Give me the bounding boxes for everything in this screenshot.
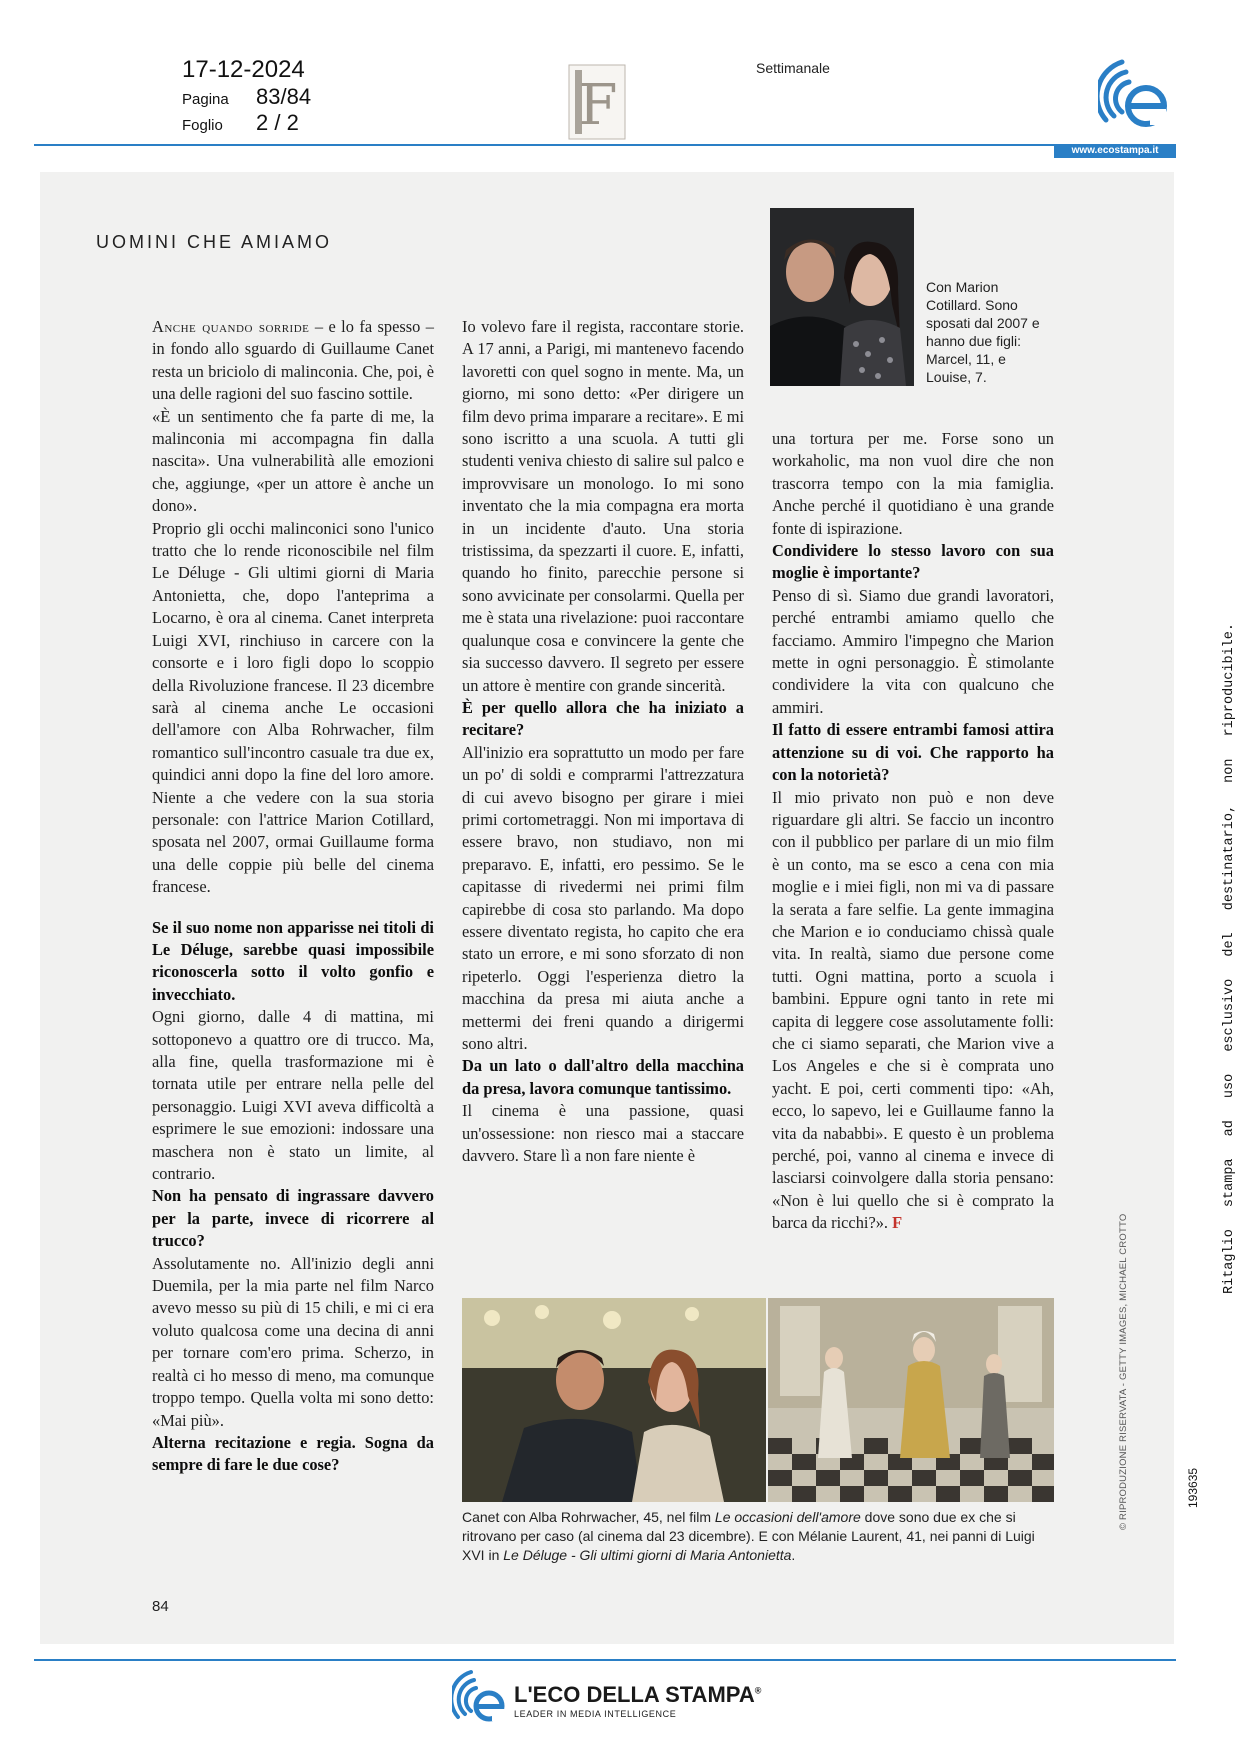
footer-brand-text: L'ECO DELLA STAMPA — [514, 1682, 755, 1707]
header-divider — [34, 144, 1176, 146]
footer-divider — [34, 1659, 1176, 1661]
interview-question: Alterna recitazione e regia. Sogna da sempre di fare le due cose? — [152, 1432, 434, 1475]
caption-bottom-film-1: Le occasioni dell'amore — [714, 1509, 861, 1525]
article-paragraph — [772, 585, 1054, 719]
caption-bottom-text-1: Canet con Alba Rohrwacher, 45, nel film — [462, 1509, 715, 1525]
pagina-value: 83/84 — [256, 84, 312, 109]
interview-question: Da un lato o dall'altro della macchina da presa, lavora comunque tantissimo. — [462, 1056, 744, 1098]
footer-tagline: LEADER IN MEDIA INTELLIGENCE — [514, 1709, 677, 1719]
footer-brand-name — [514, 1682, 761, 1708]
interview-question: È per quello allora che ha iniziato a recitare? — [462, 697, 744, 740]
article-paragraph — [152, 1006, 434, 1185]
article-paragraph — [152, 1253, 434, 1432]
paragraph-text: Io volevo fare il regista, raccontare storie. A 17 anni, a Parigi, mi mantenevo facendo lavoretti con quel sogno in mente. Ma, un giorno, mi sono detto: «Per dirigere un film devo prima imparare a recitare». E mi sono iscritto a una scuola. A tutti gli studenti veniva chiesto di salire sul palco e improvvisare un monologo. Io mi sono inventato che la mia compagna era morta in un incidente d'auto. Una storia tristissima, da spezzarti il cuore. E, infatti, quando ho finito, parecchie persone si sono avvicinate per consolarmi. Quella per me è stata una rivelazione: puoi raccontare qualunque cosa e convincere la gente che sia successo davvero. Il segreto per essere un attore è mentire con grande sincerità. — [462, 317, 744, 695]
caption-bottom — [462, 1508, 1054, 1565]
eco-stampa-footer-logo-icon — [452, 1668, 510, 1726]
interview-question: Non ha pensato di ingrassare davvero per la parte, invece di ricorrere al trucco? — [152, 1186, 434, 1251]
paragraph-text: Ogni giorno, dalle 4 di mattina, mi sottoponevo a quattro ore di trucco. Ma, alla fine, quella trasformazione mi è tornata utile per entrare nella pelle del personaggio. Luigi XVI aveva difficoltà a esprimere le sue emozioni: indossare una maschera non è stato un limite, al contrario. — [152, 1007, 434, 1184]
foglio-row — [182, 110, 299, 136]
article-paragraph — [152, 518, 434, 899]
article-paragraph — [152, 406, 434, 518]
article-column-2 — [462, 316, 744, 1167]
lead-text: – e lo fa spesso – in fondo allo sguardo di Guillaume Canet resta un briciolo di malinconia. Che, poi, è una delle ragioni del suo fascino sottile. — [152, 317, 434, 404]
article-column-3 — [772, 428, 1054, 1235]
website-url[interactable]: www.ecostampa.it — [1054, 144, 1176, 158]
photo-credit: © RIPRODUZIONE RISERVATA - GETTY IMAGES, MICHAEL CROTTO — [1118, 1213, 1129, 1530]
paragraph-gap — [152, 899, 434, 917]
caption-bottom-text-2: dove sono due ex che si ritrovano per caso (al cinema dal 23 dicembre). E con Mélanie Laurent, 41, nei panni di Luigi XVI in — [462, 1509, 1035, 1563]
paragraph-text: Assolutamente no. All'inizio degli anni Duemila, per la mia parte nel film Narco avevo messo su più di 15 chili, e mi ci era voluto qualcosa come una decina di anni per tornare com'ero prima. Scherzo, in realtà ci ho messo di meno, ma comunque troppo tempo. Quella volta mi sono detto: «Mai più». — [152, 1253, 434, 1430]
eco-stampa-logo-icon — [1098, 56, 1172, 134]
paragraph-text: Penso di sì. Siamo due grandi lavoratori, perché entrambi amiamo quello che facciamo. Ammiro l'impegno che Marion mette in ogni personaggio. È stimolante condividere la vita con qualcuno che ammiri. — [772, 585, 1054, 717]
photo-le-deluge-image — [768, 1298, 1054, 1502]
interview-question: Il fatto di essere entrambi famosi attira attenzione su di voi. Che rapporto ha con la notorietà? — [772, 720, 1054, 785]
photo-le-deluge — [768, 1298, 1054, 1502]
article-column-1 — [152, 316, 434, 1477]
paragraph-text: Il mio privato non può e non deve riguardare gli altri. Se faccio un incontro con il pubblico per parlare di un mio film è un conto, ma se esco a cena con mia moglie e i miei figli, non mi va di passare la serata a fare selfie. La gente immagina che Marion e io conduciamo chissà quale vita. In realtà, siamo due persone come tutti. Ogni mattina, porto a scuola i bambini. Eppure ogni tanto in rete mi capita di leggere cose assolutamente folli: che ci siamo separati, che Marion vive a Los Angeles e che si è comprata uno yacht. E poi, certi commenti tipo: «Ah, ecco, lo sapevo, lei e Guillaume fanno la vita da nababbi». E questo è un problema perché, poi, vanno al cinema e invece di lasciarsi coinvolgere dalla storia pensano: «Non è lui quello che si è comprato la barca da ricchi?». — [772, 787, 1054, 1233]
paragraph-text: una tortura per me. Forse sono un workaholic, ma non vuol dire che non trascorra tempo con la mia famiglia. Anche perché il quotidiano è una grande fonte di ispirazione. — [772, 429, 1054, 538]
article-lead-paragraph — [152, 316, 434, 406]
clipping-date: 17-12-2024 — [182, 56, 305, 83]
clipping-header — [0, 0, 1248, 156]
reproduction-notice: Ritaglio stampa ad uso esclusivo del destinatario, non riproducibile. — [1222, 623, 1237, 1294]
magazine-page-number: 84 — [152, 1598, 169, 1615]
f-magazine-logo-icon — [568, 64, 626, 140]
foglio-label: Foglio — [182, 117, 223, 134]
foglio-value: 2 / 2 — [256, 110, 299, 135]
paragraph-text: All'inizio era soprattutto un modo per fare un po' di soldi e comprarmi l'attrezzatura di cui avevo bisogno per girare i miei primi cortometraggi. Non mi importava di essere bravo, non studiavo, non mi preparavo. E, infatti, ero pessimo. Se le capitasse di rivedermi nei primi film capirebbe di cosa sto parlando. Ma dopo essere diventato regista, ho capito che era stato un errore, e mi sono sforzato di non ripeterlo. Oggi l'esperienza dietro la macchina da presa mi aiuta anche a mettermi dei freni quando a dirigermi sono altri. — [462, 742, 744, 1053]
photo-canet-rohrwacher — [462, 1298, 766, 1502]
caption-top: Con Marion Cotillard. Sono sposati dal 2007 e hanno due figli: Marcel, 11, e Louise, 7. — [926, 279, 1040, 385]
photo-canet-cotillard — [770, 208, 914, 386]
publication-period: Settimanale — [756, 60, 830, 76]
pagina-row — [182, 84, 311, 110]
clipping-code: 193635 — [1186, 1467, 1200, 1508]
article-paragraph — [462, 742, 744, 1056]
caption-bottom-text-3: . — [791, 1547, 796, 1563]
photo-canet-cotillard-image — [770, 208, 914, 386]
caption-bottom-film-2: Le Déluge - Gli ultimi giorni di Maria Antonietta — [503, 1547, 792, 1563]
article-end-mark: F — [888, 1213, 903, 1233]
article-paragraph — [772, 787, 1054, 1235]
lead-small-caps: Anche quando sorride — [152, 317, 310, 336]
interview-question: Condividere lo stesso lavoro con sua moglie è importante? — [772, 541, 1054, 583]
paragraph-text: Proprio gli occhi malinconici sono l'unico tratto che lo rende riconoscibile nel film Le Déluge - Gli ultimi giorni di Maria Antonietta, che, dopo l'anteprima a Locarno, è ora al cinema. Canet interpreta Luigi XVI, rinchiuso in carcere con la consorte e i loro figli dopo lo scoppio della Rivoluzione francese. Il 23 dicembre sarà al cinema anche Le occasioni dell'amore con Alba Rohrwacher, film romantico sull'incontro casuale tra due ex, quindici anni dopo la fine del loro amore. Niente a che vedere con la sua storia personale: con l'attrice Marion Cotillard, sposata nel 2007, ormai Guillaume forma una delle coppie più belle del cinema francese. — [152, 518, 434, 897]
photo-canet-rohrwacher-image — [462, 1298, 766, 1502]
article-paragraph — [772, 428, 1054, 540]
paragraph-text: Il cinema è una passione, quasi un'ossessione: non riesco mai a staccare davvero. Stare lì a non fare niente è — [462, 1101, 744, 1166]
section-title: UOMINI CHE AMIAMO — [96, 232, 333, 252]
article-paragraph — [462, 1100, 744, 1167]
article-paragraph — [462, 316, 744, 697]
f-magazine-logo-letter: F — [578, 73, 618, 138]
interview-question: Se il suo nome non apparisse nei titoli di Le Déluge, sarebbe quasi impossibile riconoscerla sotto il volto gonfio e invecchiato. — [152, 917, 434, 1004]
paragraph-text: «È un sentimento che fa parte di me, la malinconia mi accompagna fin dalla nascita». Una vulnerabilità alle emozioni che, aggiunge, «per un attore è anche un dono». — [152, 406, 434, 516]
registered-mark: ® — [754, 1685, 762, 1696]
pagina-label: Pagina — [182, 91, 229, 108]
